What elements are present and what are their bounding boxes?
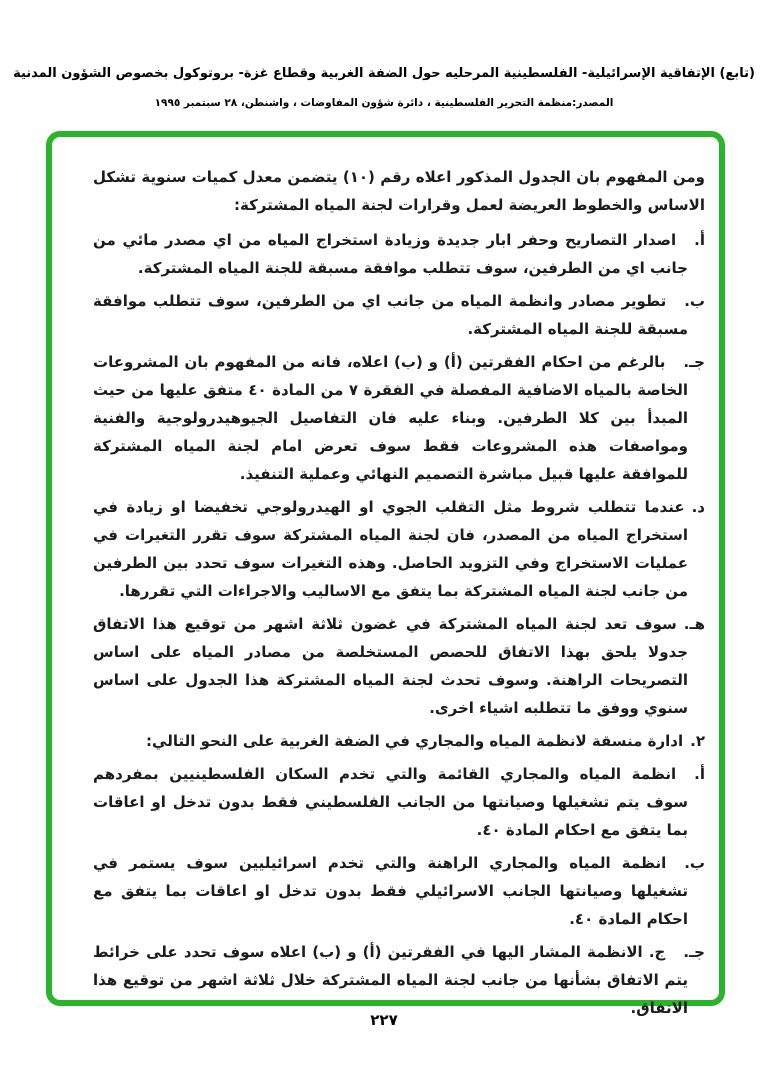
list-item-marker: جـ. [683,353,705,371]
list-item-marker: أ. [694,765,705,783]
document-source-line: المصدر:منظمة التحرير الفلسطينية ، دائرة شؤون المفاوضات ، واشنطن، ٢٨ سبتمبر ١٩٩٥ [154,97,614,109]
green-border-frame [46,131,725,1017]
list-item-text: انظمة المياه والمجاري القائمة والتي تخدم السكان الفلسطينيين بمفردهم سوف يتم تشغيلها وصيانتها من الجانب الفلسطيني فقط بدون تدخل او اعاقات بما يتفق مع احكام المادة ٤٠. [93,765,688,839]
list-item-marker: هـ. [683,615,705,633]
list-item-text: تطوير مصادر وانظمة المياه من جانب اي من الطرفين، سوف تتطلب موافقة مسبقة للجنة المياه المشتركة. [93,292,688,338]
list-item-marker: د. [691,498,705,516]
list-item [93,760,705,844]
list-item [93,287,705,343]
list-item-marker: جـ. [683,943,705,961]
list-item-text: سوف تعد لجنة المياه المشتركة في غضون ثلاثة اشهر من توقيع هذا الاتفاق جدولا يلحق بهذا الاتفاق للحصص المستخلصة من مصادر المياه على اساس التصريحات الراهنة. وسوف تحدث لجنة المياه المشتركة هذا الجدول على اساس سنوي ووفق ما تتطلبه اشياء اخرى. [93,615,688,717]
intro-paragraph: ومن المفهوم بان الجدول المذكور اعلاه رقم (١٠) يتضمن معدل كميات سنوية تشكل الاساس والخطوط العريضة لعمل وقرارات لجنة المياه المشتركة: [93,168,705,214]
list-item-text: بالرغم من احكام الفقرتين (أ) و (ب) اعلاه، فانه من المفهوم بان المشروعات الخاصة بالمياه الاضافية المفصلة في الفقرة ٧ من المادة ٤٠ متفق عليها من حيث المبدأ بين كلا الطرفين. وبناء عليه فان التفاصيل الجيوهيدرولوجية والفنية ومواصفات هذه المشروعات فقط سوف تعرض امام لجنة المياه المشتركة للموافقة عليها قبيل مباشرة التصميم النهائي وعملية التنفيذ. [93,353,688,483]
list-item-text: عندما تتطلب شروط مثل التقلب الجوي او الهيدرولوجي تخفيضا او زيادة في استخراج المياه من المصدر، فان لجنة المياه المشتركة سوف تقرر التغيرات في عمليات الاستخراج وفي التزويد الحاصل. وهذه التغيرات سوف تحدد بين الطرفين من جانب لجنة المياه المشتركة بما يتفق مع الاساليب والاجراءات التي تقررها. [93,498,688,600]
list-item [93,226,705,282]
list-item-text: انظمة المياه والمجاري الراهنة والتي تخدم اسرائيليين سوف يستمر في تشغيلها وصيانتها الجانب الاسرائيلي فقط بدون تدخل او اعاقات بما يتفق مع احكام المادة ٤٠. [93,854,688,928]
list-item [93,610,705,722]
list-item-text: ج. الانظمة المشار اليها في الفقرتين (أ) و (ب) اعلاه سوف تحدد على خرائط يتم الاتفاق بشأنها من جانب لجنة المياه المشتركة خلال ثلاثة اشهر من توقيع هذا الاتفاق. [93,943,688,1017]
document-title: (تابع) الإتفاقية الإسرائيلية- الفلسطينية المرحليه حول الضفة الغربية وقطاع غزة- بروتوكول بخصوص الشؤون المدنية [13,66,755,81]
list-item [93,849,705,933]
list-item [93,348,705,488]
list-item-marker: أ. [694,231,705,249]
list-item-marker: ب. [684,854,705,872]
list-item-text: اصدار التصاريح وحفر ابار جديدة وزيادة استخراج المياه من اي مصدر مائي من جانب اي من الطرفين، سوف تتطلب موافقة مسبقة للجنة المياه المشتركة. [93,231,688,277]
document-body [93,163,705,1027]
list-item-marker: ب. [684,292,705,310]
list-item-text: ادارة منسقة لانظمة المياه والمجاري في الضفة الغربية على النحو التالي: [146,732,684,750]
list-item [93,938,705,1022]
list-item [93,727,705,755]
list-item-marker: ٢. [690,732,705,750]
list-item [93,493,705,605]
page-number: ٢٢٧ [370,1011,398,1029]
clauses-list [93,226,705,1022]
